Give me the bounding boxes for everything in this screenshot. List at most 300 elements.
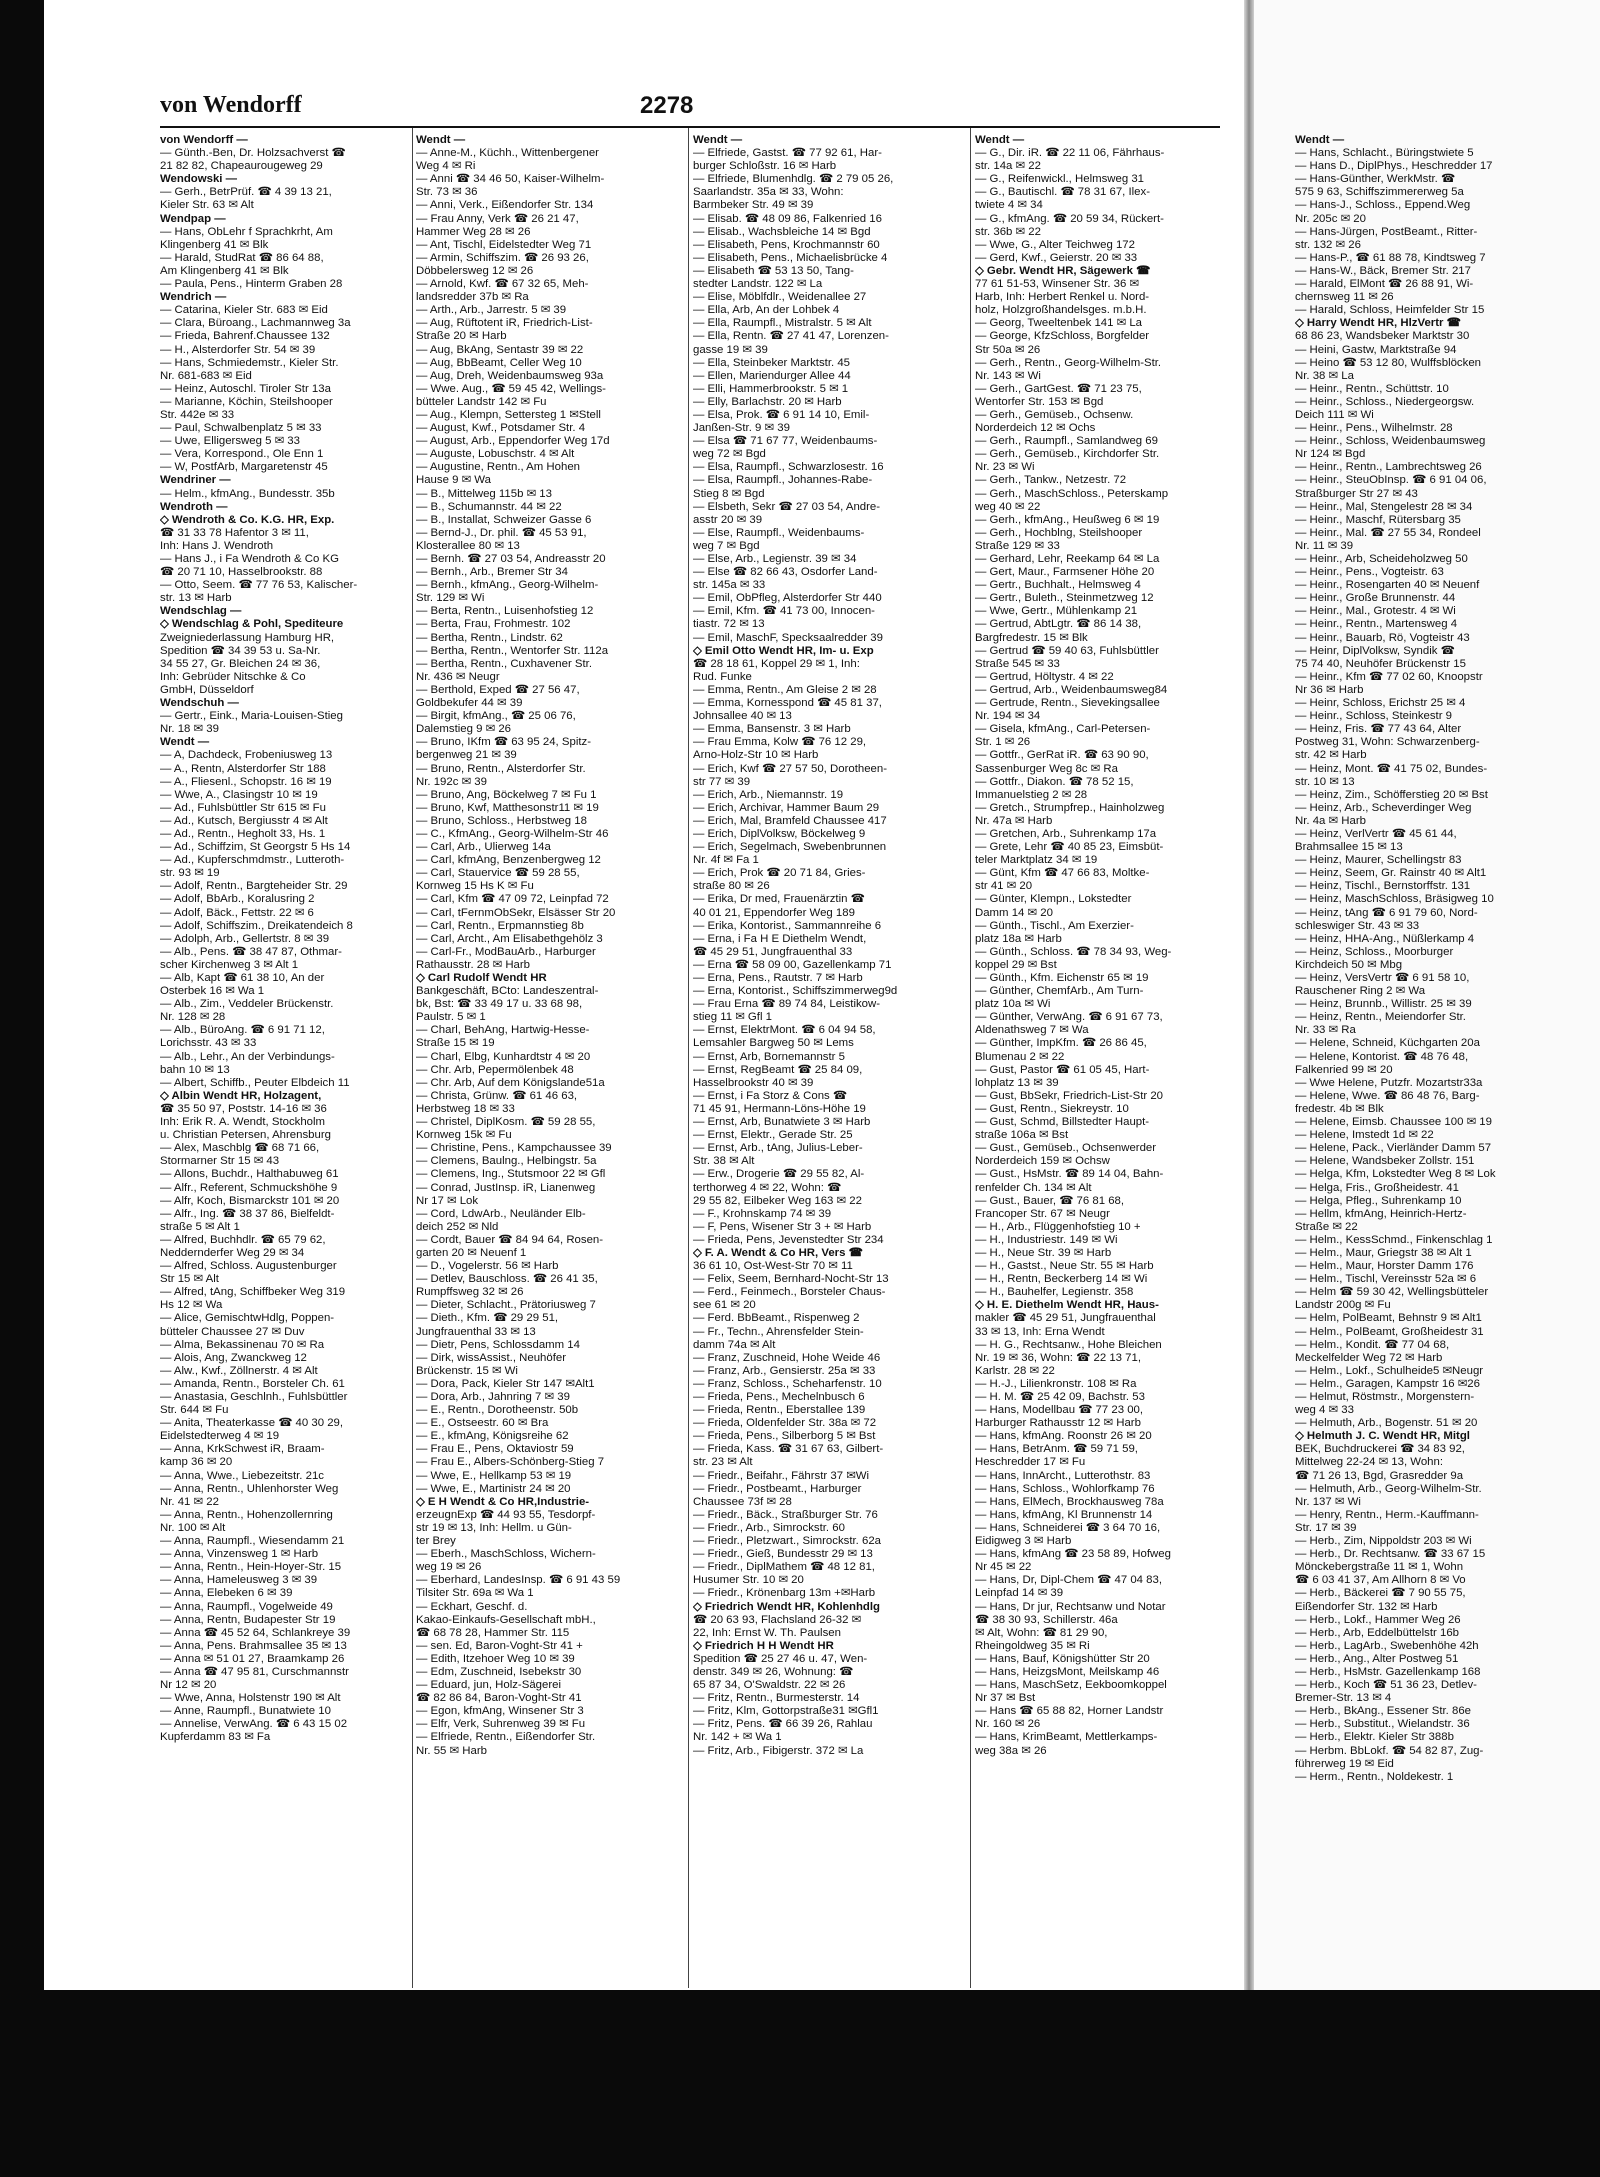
directory-entry: — Gerh., Rentn., Georg-Wilhelm-Str. <box>975 356 1162 369</box>
directory-entry: — Frau Erna ☎ 89 74 84, Leistikow- <box>693 998 881 1011</box>
directory-entry: — Helmuth, Arb., Bogenstr. 51 ✉ 20 <box>1295 1417 1478 1430</box>
directory-entry: ☎ 20 71 10, Hasselbrookstr. 88 <box>160 566 323 579</box>
directory-entry: — Wwe, Anna, Holstenstr 190 ✉ Alt <box>160 1692 341 1705</box>
directory-entry: — Frau E., Pens, Oktaviostr 59 <box>416 1443 574 1456</box>
directory-entry: — George, KfzSchloss, Borgfelder <box>975 330 1150 343</box>
directory-entry: — Cordt, Bauer ☎ 84 94 64, Rosen- <box>416 1233 604 1246</box>
directory-entry: — Helm., Lokf., Schulheide5 ✉Neugr <box>1295 1364 1484 1377</box>
directory-entry: — Ad., Rentn., Hegholt 33, Hs. 1 <box>160 827 326 840</box>
directory-entry: — Elisabeth ☎ 53 13 50, Tang- <box>693 264 854 277</box>
directory-entry: str 41 ✉ 20 <box>975 880 1033 893</box>
directory-entry: — Alb., BüroAng. ☎ 6 91 71 12, <box>160 1024 325 1037</box>
directory-entry: — Erich, Mal, Bramfeld Chaussee 417 <box>693 814 887 827</box>
directory-entry: Kornweg 15k ✉ Fu <box>416 1129 512 1142</box>
directory-entry: Blumenau 2 ✉ 22 <box>975 1050 1065 1063</box>
entries-column-3 <box>693 134 973 1984</box>
directory-entry: — Gerh., Raumpfl., Samlandweg 69 <box>975 435 1158 448</box>
directory-entry: 75 74 40, Neuhöfer Brückenstr 15 <box>1295 657 1466 670</box>
directory-entry: — Aug, BkAng, Sentastr 39 ✉ 22 <box>416 343 584 356</box>
directory-entry: — Herb., BkAng., Essener Str. 86e <box>1295 1705 1472 1718</box>
directory-entry: — Bernh., kfmAng., Georg-Wilhelm- <box>416 579 599 592</box>
directory-entry: — Helm ☎ 59 30 42, Wellingsbütteler <box>1295 1286 1489 1299</box>
directory-entry: Johnsallee 40 ✉ 13 <box>693 710 792 723</box>
directory-entry: — Bruno, Rentn., Alsterdorfer Str. <box>416 762 586 775</box>
directory-entry: — Gust, BbSekr, Friedrich-List-Str 20 <box>975 1089 1164 1102</box>
directory-entry: — Günther, ImpKfm. ☎ 26 86 45, <box>975 1037 1147 1050</box>
directory-entry: Norderdeich 12 ✉ Ochs <box>975 422 1096 435</box>
directory-entry: — Hans, kfmAng ☎ 23 58 89, Hofweg <box>975 1548 1171 1561</box>
directory-entry: — H. G., Rechtsanw., Hohe Bleichen <box>975 1338 1162 1351</box>
directory-entry: Wentorfer Str. 153 ✉ Bgd <box>975 395 1104 408</box>
directory-entry: Kieler Str. 63 ✉ Alt <box>160 199 254 212</box>
directory-entry: — C., KfmAng., Georg-Wilhelm-Str 46 <box>416 827 609 840</box>
directory-entry: scher Kirchenweg 3 ✉ Alt 1 <box>160 958 299 971</box>
directory-entry: — Bernh., Arb., Bremer Str 34 <box>416 566 568 579</box>
directory-entry: — Alfr., Ing. ☎ 38 37 86, Bielfeldt- <box>160 1207 335 1220</box>
directory-entry: bergenweg 21 ✉ 39 <box>416 749 517 762</box>
directory-entry: — Heinz, Arb., Scheverdinger Weg <box>1295 801 1472 814</box>
directory-entry: — Hans, InnArcht., Lutterothstr. 83 <box>975 1469 1151 1482</box>
directory-entry: — Alex, Maschblg ☎ 68 71 66, <box>160 1142 320 1155</box>
directory-entry: — Charl, Elbg, Kunhardtstr 4 ✉ 20 <box>416 1050 591 1063</box>
directory-entry: lohplatz 13 ✉ 39 <box>975 1076 1059 1089</box>
directory-entry: — Elsa, Raumpfl., Schwarzlosestr. 16 <box>693 461 884 474</box>
directory-entry: — Bertha, Rentn., Wentorfer Str. 112a <box>416 644 609 657</box>
directory-entry: — Günth., Schloss. ☎ 78 34 93, Weg- <box>975 945 1172 958</box>
directory-entry: — Ferd., Feinmech., Borsteler Chaus- <box>693 1286 886 1299</box>
directory-entry: — F., Krohnskamp 74 ✉ 39 <box>693 1207 832 1220</box>
directory-entry: führerweg 19 ✉ Eid <box>1295 1757 1394 1770</box>
directory-entry: — Emil, Kfm. ☎ 41 73 00, Innocen- <box>693 605 875 618</box>
directory-entry: Str. 17 ✉ 39 <box>1295 1521 1357 1534</box>
directory-entry: — Elli, Hammerbrookstr. 5 ✉ 1 <box>693 382 849 395</box>
directory-entry: Wendt — <box>416 134 466 146</box>
directory-entry: — G., Dir. iR. ☎ 22 11 06, Fährhaus- <box>975 147 1165 160</box>
directory-entry: — Emma, Rentn., Am Gleise 2 ✉ 28 <box>693 683 877 696</box>
directory-entry: 36 61 10, Ost-West-Str 70 ✉ 11 <box>693 1260 853 1273</box>
directory-entry: str. 42 ✉ Harb <box>1295 749 1367 762</box>
directory-entry: — Helga, Pfleg., Suhrenkamp 10 <box>1295 1194 1462 1207</box>
directory-entry: twiete 4 ✉ 34 <box>975 199 1043 212</box>
directory-entry: — H., Arb., Flüggenhofstieg 10 + <box>975 1220 1141 1233</box>
directory-entry: ☎ 45 29 51, Jungfrauenthal 33 <box>693 945 853 958</box>
directory-entry: — Hans, Modellbau ☎ 77 23 00, <box>975 1404 1144 1417</box>
directory-entry: — Ella, Steinbeker Marktstr. 45 <box>693 356 850 369</box>
directory-entry: Brückenstr. 15 ✉ Wi <box>416 1364 518 1377</box>
directory-entry: — Hans, Schloss., Wohlorfkamp 76 <box>975 1482 1155 1495</box>
directory-entry: stieg 11 ✉ Gfl 1 <box>693 1011 772 1024</box>
directory-entry: Nr. 681-683 ✉ Eid <box>160 369 252 382</box>
directory-entry: — Georg, Tweeltenbek 141 ✉ La <box>975 317 1143 330</box>
directory-entry: ◇ Friedrich H H Wendt HR <box>693 1639 834 1652</box>
directory-entry: — Adolf, Bäck., Fettstr. 22 ✉ 6 <box>160 906 314 919</box>
directory-entry: — Clara, Büroang., Lachmannweg 3a <box>160 317 351 330</box>
directory-entry: weg 72 ✉ Bgd <box>693 448 766 461</box>
directory-entry: Wendschlag — <box>160 605 242 618</box>
directory-entry: Lorichsstr. 43 ✉ 33 <box>160 1037 257 1050</box>
directory-entry: — Ernst, Elektr., Gerade Str. 25 <box>693 1129 853 1142</box>
directory-entry: — Hans, Dr jur, Rechtsanw und Notar <box>975 1600 1166 1613</box>
directory-entry: — Herb., Lokf., Hammer Weg 26 <box>1295 1613 1461 1626</box>
directory-entry: str 77 ✉ 39 <box>693 775 751 788</box>
directory-entry: 71 45 91, Hermann-Löns-Höhe 19 <box>693 1102 866 1115</box>
directory-entry: — Anna, Pens. Brahmsallee 35 ✉ 13 <box>160 1639 347 1652</box>
directory-entry: Klosterallee 80 ✉ 13 <box>416 539 520 552</box>
directory-entry: — Gust, Schmd, Billstedter Haupt- <box>975 1116 1150 1129</box>
directory-entry: Kupferdamm 83 ✉ Fa <box>160 1731 271 1744</box>
directory-entry: ☎ 20 63 93, Flachsland 26-32 ✉ <box>693 1613 862 1626</box>
directory-entry: ☎ 28 18 61, Koppel 29 ✉ 1, Inh: <box>693 657 860 670</box>
directory-entry: teler Marktplatz 34 ✉ 19 <box>975 854 1098 867</box>
directory-entry: — Heino ☎ 53 12 80, Wulffsblöcken <box>1295 356 1481 369</box>
directory-entry: — Aug., Klempn, Settersteg 1 ✉Stell <box>416 408 601 421</box>
directory-entry: Barmbeker Str. 49 ✉ 39 <box>693 199 814 212</box>
directory-entry: — Dieth., Kfm. ☎ 29 29 51, <box>416 1312 559 1325</box>
directory-entry: — Wwe. Aug., ☎ 59 45 42, Wellings- <box>416 382 606 395</box>
directory-entry: — Hans-J., Schloss., Eppend.Weg <box>1295 199 1471 212</box>
directory-entry: — Aug, BbBeamt, Celler Weg 10 <box>416 356 582 369</box>
directory-entry: — Erich, Prok ☎ 20 71 84, Gries- <box>693 867 866 880</box>
directory-entry: str. 23 ✉ Alt <box>693 1456 753 1469</box>
directory-entry: — Wwe, A., Clasingstr 10 ✉ 19 <box>160 788 318 801</box>
directory-entry: Saarlandstr. 35a ✉ 33, Wohn: <box>693 186 844 199</box>
directory-entry: renfelder Ch. 134 ✉ Alt <box>975 1181 1092 1194</box>
directory-entry: — Helm., KessSchmd., Finkenschlag 1 <box>1295 1233 1493 1246</box>
directory-entry: — Hans, Dr, Dipl-Chem ☎ 47 04 83, <box>975 1574 1163 1587</box>
directory-entry: — E., Ostseestr. 60 ✉ Bra <box>416 1417 549 1430</box>
directory-entry: — Bruno, Ang, Böckelweg 7 ✉ Fu 1 <box>416 788 597 801</box>
directory-entry: — Alb., Zim., Veddeler Brückenstr. <box>160 998 334 1011</box>
directory-entry: — Erich, DiplVolksw, Böckelweg 9 <box>693 827 866 840</box>
directory-entry: — Anna ✉ 51 01 27, Braamkamp 26 <box>160 1652 345 1665</box>
directory-entry: — Catarina, Kieler Str. 683 ✉ Eid <box>160 304 328 317</box>
directory-entry: Sassenburger Weg 8c ✉ Ra <box>975 762 1118 775</box>
directory-entry: — Eberhard, LandesInsp. ☎ 6 91 43 59 <box>416 1574 621 1587</box>
directory-entry: asstr 20 ✉ 39 <box>693 513 763 526</box>
directory-entry: — Alb., Lehr., An der Verbindungs- <box>160 1050 335 1063</box>
directory-entry: Stormarner Str 15 ✉ 43 <box>160 1155 280 1168</box>
directory-entry: — Herb., Zim, Nippoldstr 203 ✉ Wi <box>1295 1535 1472 1548</box>
directory-entry: — Friedr., Postbeamt., Harburger <box>693 1482 862 1495</box>
directory-entry: bk, Bst: ☎ 33 49 17 u. 33 68 98, <box>416 998 583 1011</box>
directory-entry: — Gertr., Buchhalt., Helmsweg 4 <box>975 579 1141 592</box>
directory-entry: Dalemstieg 9 ✉ 26 <box>416 723 512 736</box>
directory-entry: 33 ✉ 13, Inh: Erna Wendt <box>975 1325 1105 1338</box>
directory-entry: Norderdeich 159 ✉ Ochsw <box>975 1155 1110 1168</box>
directory-entry: — Erna, Kontorist., Schiffszimmerweg9d <box>693 985 898 998</box>
directory-entry: — H., Neue Str. 39 ✉ Harb <box>975 1246 1112 1259</box>
directory-entry: Nr. 11 ✉ 39 <box>1295 539 1354 552</box>
directory-entry: Nr 124 ✉ Bgd <box>1295 448 1366 461</box>
directory-entry: — Heinr., Rentn., Lambrechtsweg 26 <box>1295 461 1482 474</box>
directory-entry: ☎ 6 03 41 37, Am Allhorn 8 ✉ Vo <box>1295 1574 1466 1587</box>
directory-entry: ☎ 38 30 93, Schillerstr. 46a <box>975 1613 1118 1626</box>
directory-entry: Weg 4 ✉ Ri <box>416 160 476 173</box>
directory-entry: — Frieda, Pens, Jevenstedter Str 234 <box>693 1233 884 1246</box>
directory-entry: — Berthold, Exped ☎ 27 56 47, <box>416 683 580 696</box>
directory-entry: — Armin, Schiffszim. ☎ 26 93 26, <box>416 251 589 264</box>
directory-entry: platz 10a ✉ Wi <box>975 998 1051 1011</box>
directory-entry: Harb, Inh: Herbert Renkel u. Nord- <box>975 291 1150 304</box>
directory-entry: — Anna, Elebeken 6 ✉ 39 <box>160 1587 293 1600</box>
directory-entry: Döbbelersweg 12 ✉ 26 <box>416 264 534 277</box>
directory-entry: — Heinr., Schloss, Weidenbaumsweg <box>1295 435 1486 448</box>
directory-entry: — Edith, Itzehoer Weg 10 ✉ 39 <box>416 1652 575 1665</box>
directory-entry: Nr. 160 ✉ 26 <box>975 1718 1041 1731</box>
directory-entry: platz 18a ✉ Harb <box>975 932 1062 945</box>
directory-entry: — Heinr, Schloss, Erichstr 25 ✉ 4 <box>1295 697 1466 710</box>
directory-entry: — Frieda, Pens., Silberborg 5 ✉ Bst <box>693 1430 876 1443</box>
directory-entry: — Helm, PolBeamt, Behnstr 9 ✉ Alt1 <box>1295 1312 1482 1325</box>
directory-entry: — Chr. Arb, Auf dem Königslande51a <box>416 1076 605 1089</box>
directory-entry: tiastr. 72 ✉ 13 <box>693 618 765 631</box>
directory-entry: — Heinz, HHA-Ang., Nüßlerkamp 4 <box>1295 932 1475 945</box>
directory-entry: Harburger Rathausstr 12 ✉ Harb <box>975 1417 1141 1430</box>
directory-entry: — Günth., Tischl., Am Exerzier- <box>975 919 1134 932</box>
directory-entry: Rheingoldweg 35 ✉ Ri <box>975 1639 1090 1652</box>
directory-entry: Meckelfelder Weg 72 ✉ Harb <box>1295 1351 1443 1364</box>
directory-entry: — August, Arb., Eppendorfer Weg 17d <box>416 435 610 448</box>
directory-entry: Inh: Hans J. Wendroth <box>160 539 274 552</box>
directory-entry: — E., Rentn., Dorotheenstr. 50b <box>416 1404 579 1417</box>
directory-entry: — Auguste, Lobuschstr. 4 ✉ Alt <box>416 448 575 461</box>
directory-entry: — W, PostfArb, Margaretenstr 45 <box>160 461 328 474</box>
directory-entry: Spedition ☎ 34 39 53 u. Sa-Nr. <box>160 644 321 657</box>
directory-entry: Wendpap — <box>160 212 226 225</box>
directory-entry: — Günth.-Ben, Dr. Holzsachverst ☎ <box>160 147 346 160</box>
directory-entry: Nr. 19 ✉ 36, Wohn: ☎ 22 13 71, <box>975 1351 1141 1364</box>
directory-entry: — Elfriede, Rentn., Eißendorfer Str. <box>416 1731 596 1744</box>
directory-entry: — Heinr., Mal, Stengelestr 28 ✉ 34 <box>1295 500 1473 513</box>
directory-entry: Hasselbrookstr 40 ✉ 39 <box>693 1076 814 1089</box>
directory-entry: — Charl, BehAng, Hartwig-Hesse- <box>416 1024 590 1037</box>
directory-entry: — Ernst, ElektrMont. ☎ 6 04 94 58, <box>693 1024 876 1037</box>
directory-entry: — Uwe, Elligersweg 5 ✉ 33 <box>160 435 300 448</box>
directory-entry: weg 40 ✉ 22 <box>975 500 1041 513</box>
directory-entry: — Elisabeth, Pens, Krochmannstr 60 <box>693 238 880 251</box>
directory-entry: — Hans, ElMech, Brockhausweg 78a <box>975 1495 1164 1508</box>
directory-entry: — Gerh., kfmAng., Heußweg 6 ✉ 19 <box>975 513 1160 526</box>
directory-entry: — Ernst, Arb, Bornemannstr 5 <box>693 1050 845 1063</box>
directory-entry: — Friedr., Gieß, Bundesstr 29 ✉ 13 <box>693 1548 873 1561</box>
directory-entry: — Hans, Schneiderei ☎ 3 64 70 16, <box>975 1521 1161 1534</box>
directory-entry: Hs 12 ✉ Wa <box>160 1299 223 1312</box>
directory-entry: — Ad., Schiffzim, St Georgstr 5 Hs 14 <box>160 841 351 854</box>
directory-entry: — Heinz, Rentn., Meiendorfer Str. <box>1295 1011 1466 1024</box>
directory-entry: — Herb., Elektr. Kieler Str 388b <box>1295 1731 1454 1744</box>
directory-entry: — A, Dachdeck, Frobeniusweg 13 <box>160 749 333 762</box>
directory-entry: Osterbek 16 ✉ Wa 1 <box>160 985 265 998</box>
directory-entry: — Hans, Schlacht., Büringstwiete 5 <box>1295 147 1474 160</box>
directory-entry: Bankgeschäft, BCto: Landeszentral- <box>416 985 599 998</box>
directory-entry: Janßen-Str. 9 ✉ 39 <box>693 422 790 435</box>
book-gutter <box>1244 0 1254 1990</box>
directory-entry: — Emil, ObPfleg, Alsterdorfer Str 440 <box>693 592 882 605</box>
directory-entry: — Alb., Pens. ☎ 38 47 87, Othmar- <box>160 945 342 958</box>
directory-entry: — Heinr., Maschf, Rütersbarg 35 <box>1295 513 1461 526</box>
directory-entry: Falkenried 99 ✉ 20 <box>1295 1063 1393 1076</box>
directory-entry: Inh: Gebrüder Nitschke & Co <box>160 670 306 683</box>
directory-entry: — Herb., Ang., Alter Postweg 51 <box>1295 1652 1459 1665</box>
directory-entry: — Erich, Kwf ☎ 27 57 50, Dorotheen- <box>693 762 887 775</box>
directory-entry: Neddernderfer Weg 29 ✉ 34 <box>160 1246 305 1259</box>
directory-entry: — D., Vogelerstr. 56 ✉ Harb <box>416 1260 559 1273</box>
directory-entry: Mittelweg 22-24 ✉ 13, Wohn: <box>1295 1456 1443 1469</box>
directory-entry: — Gerh., GartGest. ☎ 71 23 75, <box>975 382 1142 395</box>
directory-entry: — Fr., Techn., Ahrensfelder Stein- <box>693 1325 864 1338</box>
directory-entry: — Carl, tFernmObSekr, Elsässer Str 20 <box>416 906 616 919</box>
directory-entry: — Anna, Rentn., Hein-Hoyer-Str. 15 <box>160 1561 342 1574</box>
directory-entry: — Emma, Kornesspond ☎ 45 81 37, <box>693 697 882 710</box>
directory-entry: — H., Alsterdorfer Str. 54 ✉ 39 <box>160 343 316 356</box>
directory-entry: Bargfredestr. 15 ✉ Blk <box>975 631 1088 644</box>
directory-entry: — Detlev, Bauschloss. ☎ 26 41 35, <box>416 1273 598 1286</box>
directory-entry: — Heinz, tAng ☎ 6 91 79 60, Nord- <box>1295 906 1478 919</box>
directory-entry: Str. 1 ✉ 26 <box>975 736 1031 749</box>
directory-entry: Kirchdeich 50 ✉ Mbg <box>1295 958 1403 971</box>
directory-entry: ◇ F. A. Wendt & Co HR, Vers ☎ <box>693 1246 863 1259</box>
directory-entry: — Gust., Bauer, ☎ 76 81 68, <box>975 1194 1125 1207</box>
running-title: von Wendorff <box>160 92 302 118</box>
directory-entry: — G., Reifenwickl., Helmsweg 31 <box>975 173 1145 186</box>
directory-entry: — Heinr., Pens., Wilhelmstr. 28 <box>1295 422 1453 435</box>
directory-entry: — Anastasia, Geschlnh., Fuhlsbüttler <box>160 1391 348 1403</box>
directory-entry: — Anna, Rentn., Uhlenhorster Weg <box>160 1482 339 1495</box>
directory-entry: ☎ 82 86 84, Baron-Voght-Str 41 <box>416 1692 582 1705</box>
directory-entry: BEK, Buchdruckerei ☎ 34 83 92, <box>1295 1443 1465 1456</box>
directory-entry: — Christine, Pens., Kampchaussee 39 <box>416 1142 612 1155</box>
directory-entry: Spedition ☎ 25 27 46 u. 47, Wen- <box>693 1652 868 1665</box>
directory-entry: — Else, Arb., Legienstr. 39 ✉ 34 <box>693 553 857 565</box>
directory-entry: — Dietr, Pens, Schlossdamm 14 <box>416 1338 580 1351</box>
directory-entry: — Albert, Schiffb., Peuter Elbdeich 11 <box>160 1076 350 1089</box>
directory-entry: — Elfr, Verk, Suhrenweg 39 ✉ Fu <box>416 1718 586 1731</box>
directory-entry: — Wwe, E., Martinistr 24 ✉ 20 <box>416 1482 571 1495</box>
directory-entry: — Gerh., BetrPrüf. ☎ 4 39 13 21, <box>160 186 332 199</box>
directory-entry: — E., kfmAng, Königsreihe 62 <box>416 1430 569 1443</box>
entries-column-2 <box>416 134 678 1984</box>
directory-entry: — Gertrud ☎ 59 40 63, Fuhlsbüttler <box>975 644 1159 657</box>
directory-entry: Str 50a ✉ 26 <box>975 343 1041 356</box>
directory-entry: str. 14a ✉ 22 <box>975 160 1041 173</box>
directory-entry: Klingenberg 41 ✉ Blk <box>160 238 269 251</box>
directory-entry: — Adolph, Arb., Gellertstr. 8 ✉ 39 <box>160 932 330 945</box>
directory-entry: ◇ Harry Wendt HR, HlzVertr ☎ <box>1295 317 1461 330</box>
directory-entry: — Alois, Ang, Zwanckweg 12 <box>160 1351 307 1364</box>
directory-entry: — Ad., Kutsch, Bergiusstr 4 ✉ Alt <box>160 814 328 827</box>
directory-entry: — Gertr., Buleth., Steinmetzweg 12 <box>975 592 1154 605</box>
directory-entry: — Carl-Fr., ModBauArb., Harburger <box>416 945 596 958</box>
directory-entry: Wendt — <box>975 134 1025 146</box>
directory-entry: ◇ Albin Wendt HR, Holzagent, <box>160 1089 322 1102</box>
directory-entry: — Gerhard, Lehr, Reekamp 64 ✉ La <box>975 553 1160 565</box>
directory-entry: — Günth., Kfm. Eichenstr 65 ✉ 19 <box>975 972 1149 984</box>
directory-entry: — Heinr., Schloss, Steinkestr 9 <box>1295 710 1452 723</box>
directory-entry: str. 36b ✉ 22 <box>975 225 1041 238</box>
directory-entry: — Gertrude, Rentn., Sievekingsallee <box>975 697 1160 710</box>
directory-entry: Kakao-Einkaufs-Gesellschaft mbH., <box>416 1613 596 1626</box>
directory-entry: — Erna ☎ 58 09 00, Gazellenkamp 71 <box>693 958 892 971</box>
directory-entry: Landstr 200g ✉ Fu <box>1295 1299 1391 1312</box>
directory-entry: — Gertrud, AbtLgtr. ☎ 86 14 38, <box>975 618 1142 631</box>
directory-entry: — Friedr., Pletzwart., Simrockstr. 62a <box>693 1535 881 1548</box>
directory-entry: — Herb., HsMstr. Gazellenkamp 168 <box>1295 1665 1481 1678</box>
facing-page-column <box>1295 134 1595 1984</box>
directory-entry: — Clemens, Ing., Stutsmoor 22 ✉ Gfl <box>416 1168 606 1181</box>
directory-entry: — Anna, Raumpfl., Wiesendamm 21 <box>160 1535 345 1548</box>
directory-entry: Str. 442e ✉ 33 <box>160 408 235 421</box>
entries-column-1 <box>160 134 420 1984</box>
directory-entry: — Dirk, wissAssist., Neuhöfer <box>416 1351 567 1364</box>
directory-entry: — Gottfr., GerRat iR. ☎ 63 90 90, <box>975 749 1149 762</box>
directory-entry: — Helene, Wwe. ☎ 86 48 76, Barg- <box>1295 1089 1480 1102</box>
directory-entry: — Conrad, JustInsp. iR, Lianenweg <box>416 1181 596 1194</box>
directory-entry: Am Klingenberg 41 ✉ Blk <box>160 264 289 277</box>
directory-entry: ◇ Helmuth J. C. Wendt HR, Mitgl <box>1295 1430 1470 1443</box>
directory-entry: Hammer Weg 28 ✉ 26 <box>416 225 531 238</box>
directory-entry: fredestr. 4b ✉ Blk <box>1295 1102 1384 1115</box>
directory-entry: — Hans, KrimBeamt, Mettlerkamps- <box>975 1731 1158 1744</box>
directory-entry: — Amanda, Rentn., Borsteler Ch. 61 <box>160 1377 345 1390</box>
directory-entry: Tilsiter Str. 69a ✉ Wa 1 <box>416 1587 534 1600</box>
directory-entry: — Henry, Rentn., Herm.-Kauffmann- <box>1295 1508 1479 1521</box>
directory-entry: — Anna, Rentn., Hohenzollernring <box>160 1508 333 1521</box>
directory-entry: Straße 545 ✉ 33 <box>975 657 1060 670</box>
directory-entry: ◇ Carl Rudolf Wendt HR <box>416 972 547 984</box>
directory-entry: Immanuelstieg 2 ✉ 28 <box>975 788 1088 801</box>
directory-entry: — Helm., PolBeamt, Großheidestr 31 <box>1295 1325 1484 1338</box>
directory-entry: 21 82 82, Chapeaurougeweg 29 <box>160 160 323 173</box>
directory-entry: Rauschener Ring 2 ✉ Wa <box>1295 985 1426 998</box>
directory-entry: — H., Industriestr. 149 ✉ Wi <box>975 1233 1118 1246</box>
directory-entry: — Heinz, Autoschl. Tiroler Str 13a <box>160 382 331 395</box>
directory-entry: — Anni, Verk., Eißendorfer Str. 134 <box>416 199 594 212</box>
directory-entry: — Ernst, RegBeamt ☎ 25 84 09, <box>693 1063 863 1076</box>
directory-entry: Nr 45 ✉ 22 <box>975 1561 1032 1574</box>
directory-entry: — sen. Ed, Baron-Voght-Str 41 + <box>416 1639 583 1652</box>
directory-entry: Nr. 4a ✉ Harb <box>1295 814 1366 827</box>
directory-entry: Str. 129 ✉ Wi <box>416 592 485 605</box>
directory-entry: — Frau Emma, Kolw ☎ 76 12 29, <box>693 736 867 749</box>
directory-entry: Wendrich — <box>160 291 227 304</box>
directory-entry: — Elsa, Prok. ☎ 6 91 14 10, Emil- <box>693 408 870 421</box>
directory-entry: — Franz, Zuschneid, Hohe Weide 46 <box>693 1351 881 1364</box>
directory-entry: Str 15 ✉ Alt <box>160 1273 219 1286</box>
directory-entry: — Gerh., Hochblng, Steilshooper <box>975 526 1143 539</box>
directory-entry: — Gerh., MaschSchloss., Peterskamp <box>975 487 1169 500</box>
directory-entry: — Helm., Tischl, Vereinsstr 52a ✉ 6 <box>1295 1273 1477 1286</box>
directory-entry: — Elise, Möblfdlr., Weidenallee 27 <box>693 291 867 304</box>
directory-entry: Nr. 143 ✉ Wi <box>975 369 1041 382</box>
directory-entry: — Annelise, VerwAng. ☎ 6 43 15 02 <box>160 1718 348 1731</box>
directory-entry: — Helm., kfmAng., Bundesstr. 35b <box>160 487 335 500</box>
directory-entry: Husumer Str. 10 ✉ 20 <box>693 1574 804 1587</box>
directory-entry: see 61 ✉ 20 <box>693 1299 756 1312</box>
directory-entry: — Friedr., Beifahr., Fährstr 37 ✉Wi <box>693 1469 870 1482</box>
directory-entry: 34 55 27, Gr. Bleichen 24 ✉ 36, <box>160 657 321 670</box>
directory-entry: Hause 9 ✉ Wa <box>416 474 491 487</box>
directory-entry: — Anna, Raumpfl., Vogelweide 49 <box>160 1600 333 1613</box>
directory-entry: — Berta, Rentn., Luisenhofstieg 12 <box>416 605 594 618</box>
directory-entry: — Heinr., Rentn., Schüttstr. 10 <box>1295 382 1449 395</box>
directory-entry: Mönckebergstraße 11 ✉ 1, Wohn <box>1295 1561 1464 1574</box>
directory-entry: str. 145a ✉ 33 <box>693 579 766 592</box>
directory-entry: Aldenathsweg 7 ✉ Wa <box>975 1024 1089 1037</box>
directory-entry: — Frieda, Pens., Mechelnbusch 6 <box>693 1391 865 1403</box>
directory-entry: — Heinz, Maurer, Schellingstr 83 <box>1295 854 1462 867</box>
directory-entry: — Anna, Hameleusweg 3 ✉ 39 <box>160 1574 318 1587</box>
directory-entry: — Herb., Dr. Rechtsanw. ☎ 33 67 15 <box>1295 1548 1486 1561</box>
